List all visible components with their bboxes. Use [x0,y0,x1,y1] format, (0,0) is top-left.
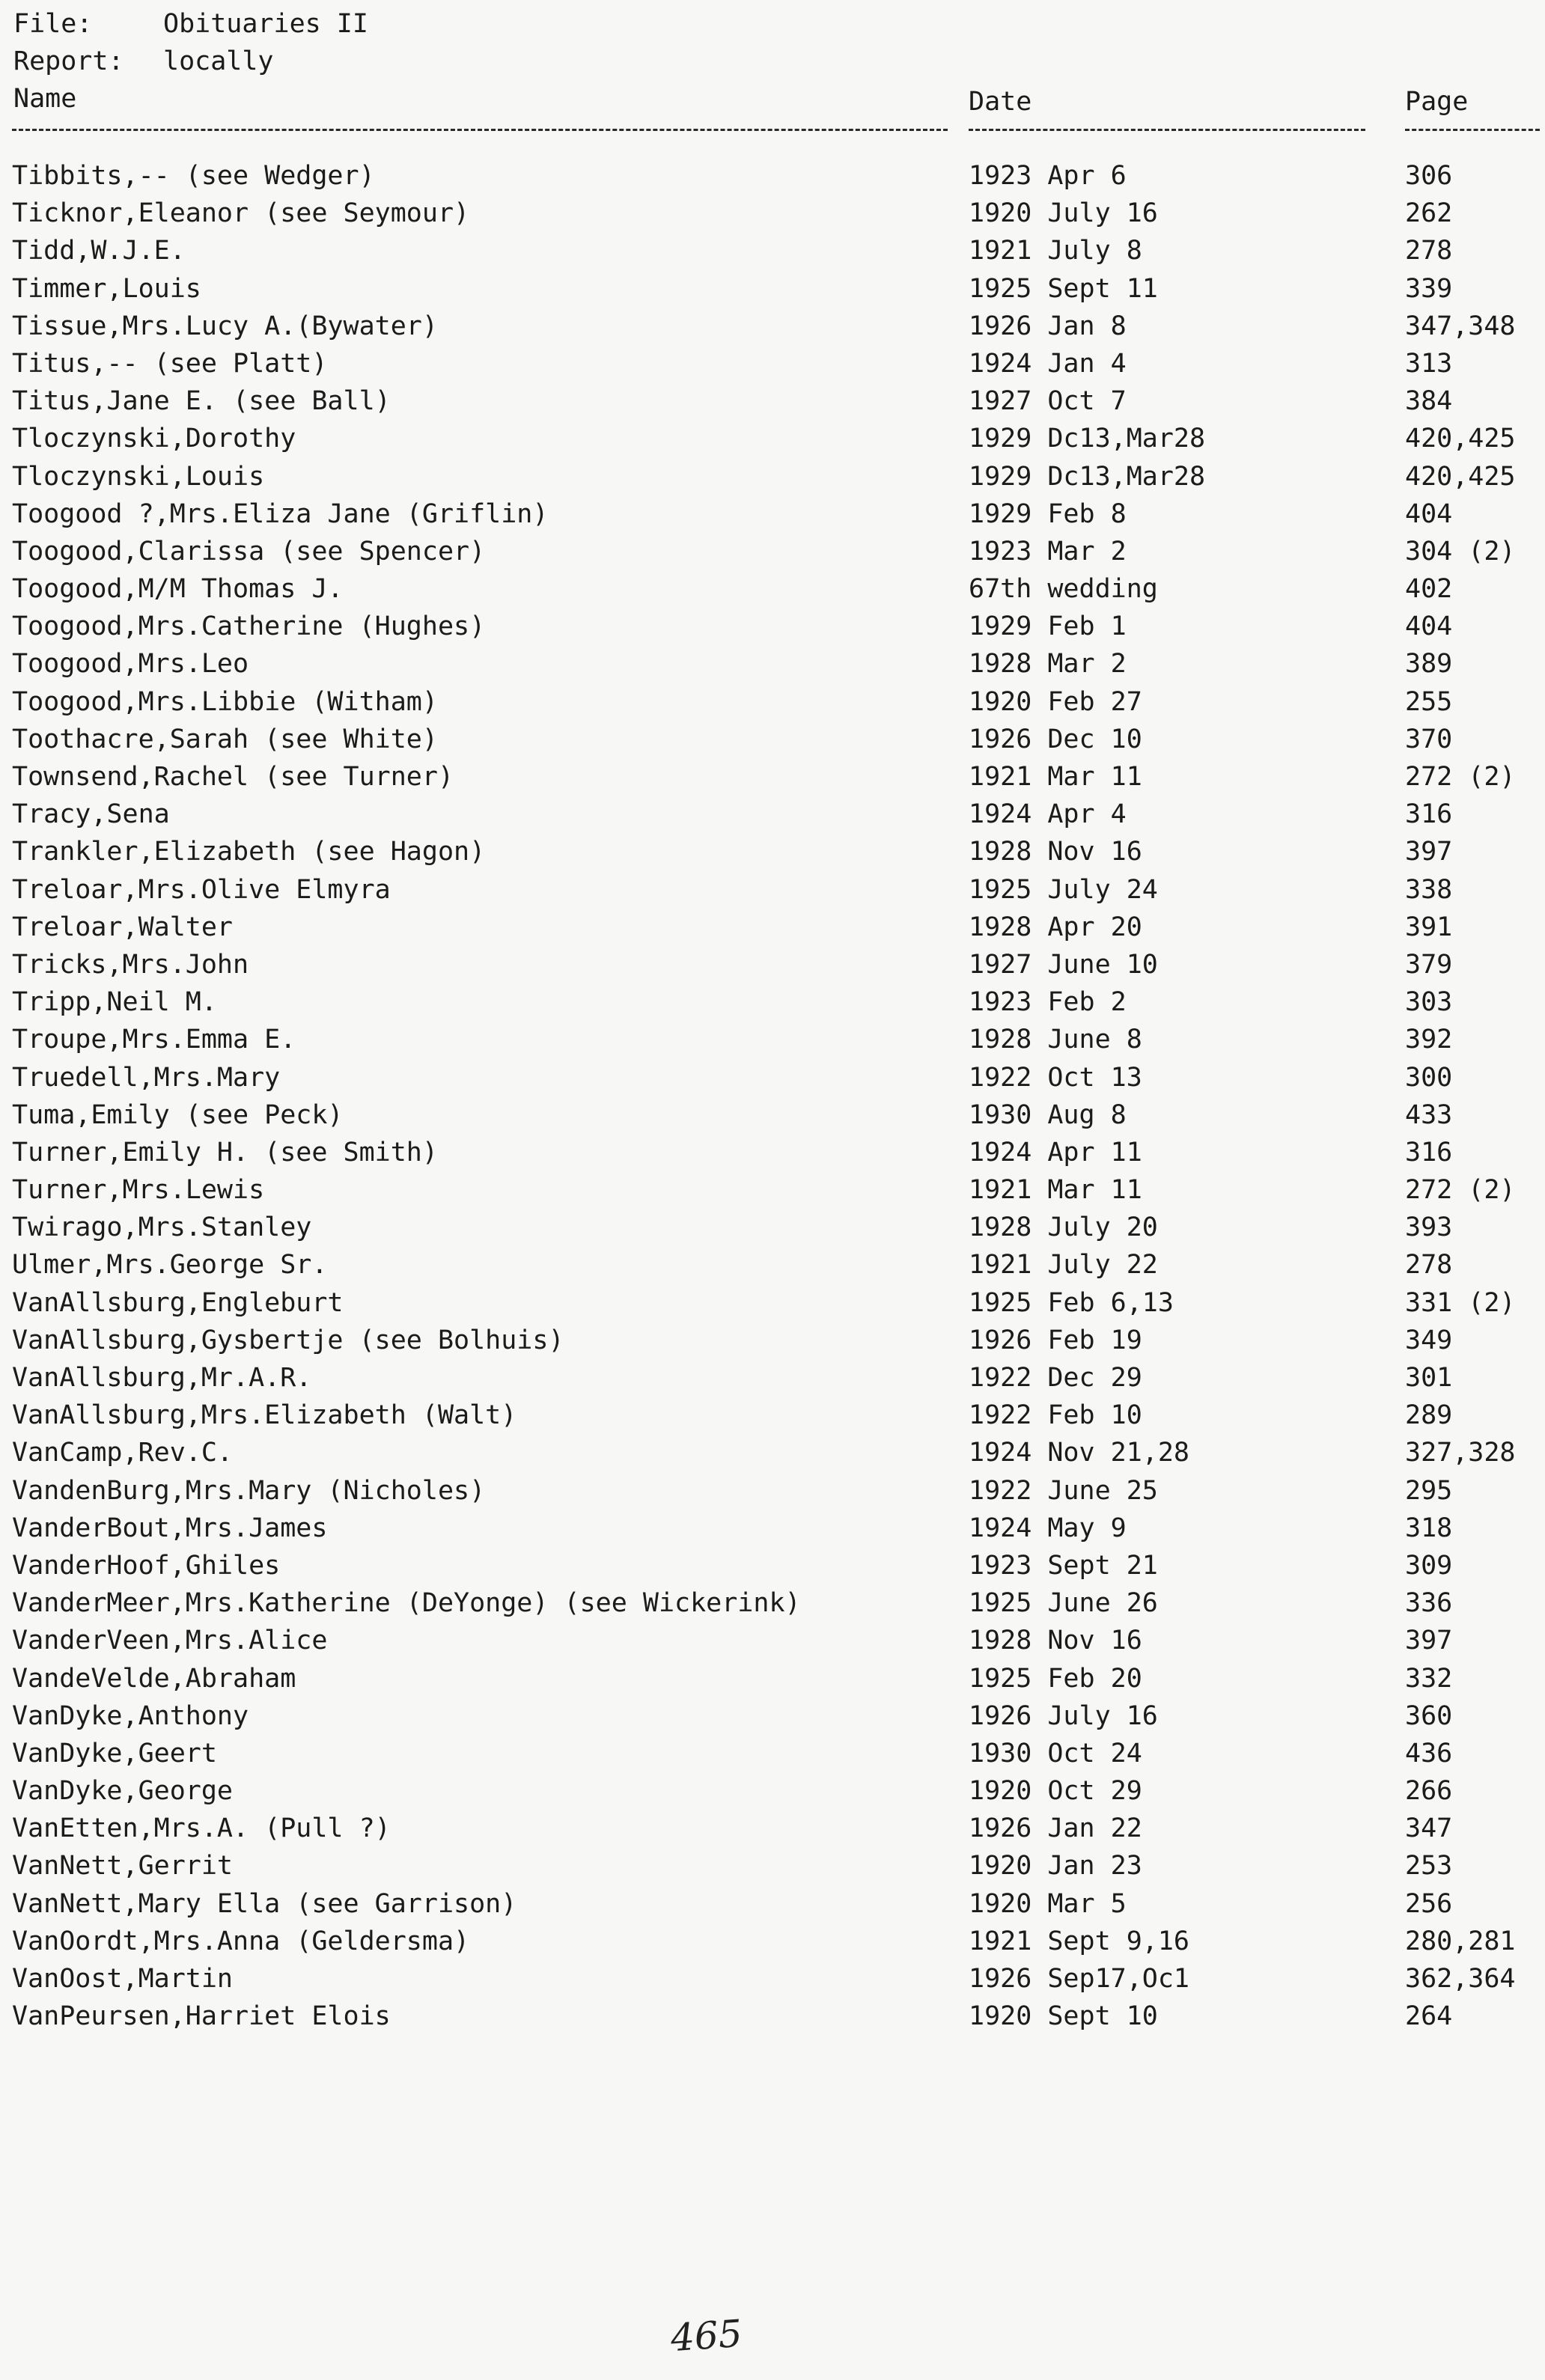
entry-date: 1921 Mar 11 [969,1175,1142,1206]
entry-page: 318 [1405,1513,1453,1543]
entry-date: 1930 Oct 24 [969,1738,1142,1769]
entry-name: VanAllsburg,Gysbertje (see Bolhuis) [12,1325,564,1355]
entry-page: 264 [1405,2001,1453,2032]
entry-name: VanOordt,Mrs.Anna (Geldersma) [12,1926,470,1956]
entry-name: Timmer,Louis [12,273,201,304]
entry-date: 1921 Sept 9,16 [969,1926,1190,1956]
entry-date: 1922 Dec 29 [969,1363,1142,1393]
list-item [0,1359,1545,1397]
list-item [0,608,1545,645]
entry-date: 1920 Oct 29 [969,1776,1142,1807]
entry-date: 1924 Apr 4 [969,799,1127,830]
list-item [0,796,1545,833]
list-item [0,1397,1545,1434]
entry-name: VanderBout,Mrs.James [12,1513,328,1543]
entry-date: 1921 July 22 [969,1250,1158,1281]
entry-page: 339 [1405,273,1453,304]
list-item [0,157,1545,195]
entry-date: 1925 Feb 6,13 [969,1287,1174,1318]
entry-name: VanPeursen,Harriet Elois [12,2001,391,2032]
entry-date: 1925 June 26 [969,1588,1158,1619]
entry-date: 1920 Sept 10 [969,2001,1158,2032]
entry-page: 393 [1405,1212,1453,1243]
entry-name: Tidd,W.J.E. [12,236,186,266]
entry-page: 391 [1405,912,1453,942]
entry-date: 1929 Feb 8 [969,498,1127,529]
entry-date: 1923 Sept 21 [969,1550,1158,1581]
entry-page: 300 [1405,1062,1453,1093]
entry-name: Toothacre,Sarah (see White) [12,724,438,754]
entry-page: 304 (2) [1405,536,1516,567]
entry-date: 1929 Dc13,Mar28 [969,424,1206,454]
entry-page: 301 [1405,1363,1453,1393]
rule-under-date [969,129,1365,131]
entry-date: 1926 Jan 22 [969,1813,1142,1844]
rule-under-name [12,129,948,131]
list-item [0,1434,1545,1471]
list-item [0,270,1545,308]
list-item [0,645,1545,683]
entry-name: Tissue,Mrs.Lucy A.(Bywater) [12,311,438,341]
list-item [0,1998,1545,2035]
list-item [0,1547,1545,1584]
list-item [0,458,1545,495]
column-header-name: Name [13,84,77,114]
entry-name: VanAllsburg,Engleburt [12,1287,344,1318]
list-item [0,1059,1545,1096]
list-item [0,1134,1545,1171]
entry-page: 272 (2) [1405,1175,1516,1206]
entry-name: Townsend,Rachel (see Turner) [12,762,454,792]
entry-date: 1926 Jan 8 [969,311,1127,341]
entry-name: Toogood ?,Mrs.Eliza Jane (Griflin) [12,498,549,529]
list-item [0,1096,1545,1134]
entry-date: 1925 Feb 20 [969,1663,1142,1694]
entry-date: 1924 Apr 11 [969,1137,1142,1168]
report-line [13,43,274,79]
entry-page: 397 [1405,1626,1453,1656]
list-item [0,232,1545,269]
list-item [0,1246,1545,1284]
list-item [0,721,1545,758]
entry-date: 1928 Mar 2 [969,649,1127,680]
entry-name: VanAllsburg,Mrs.Elizabeth (Walt) [12,1400,517,1431]
entry-date: 1928 Nov 16 [969,837,1142,867]
entry-page: 262 [1405,198,1453,229]
entry-page: 370 [1405,724,1453,754]
entry-date: 1928 June 8 [969,1025,1142,1055]
list-item [0,1021,1545,1058]
entry-page: 303 [1405,987,1453,1018]
handwritten-page-number: 465 [669,2311,744,2361]
list-item [0,345,1545,382]
entry-page: 433 [1405,1099,1453,1130]
entry-date: 1927 June 10 [969,949,1158,980]
entry-page: 306 [1405,161,1453,191]
list-item [0,1923,1545,1960]
entry-page: 295 [1405,1475,1453,1506]
entry-page: 347,348 [1405,311,1516,341]
entry-page: 349 [1405,1325,1453,1355]
entry-name: Tibbits,-- (see Wedger) [12,161,375,191]
entry-page: 278 [1405,236,1453,266]
entry-name: VanderVeen,Mrs.Alice [12,1626,328,1656]
entry-name: Tripp,Neil M. [12,987,217,1018]
column-header-date: Date [969,87,1032,117]
list-item [0,1584,1545,1622]
entry-name: Treloar,Walter [12,912,234,942]
list-item [0,420,1545,457]
entry-date: 1928 July 20 [969,1212,1158,1243]
list-item [0,683,1545,721]
report-label: Report: [13,46,124,76]
list-item [0,1810,1545,1847]
entry-date: 1920 Mar 5 [969,1888,1127,1919]
entry-name: Ulmer,Mrs.George Sr. [12,1250,328,1281]
entry-name: Tloczynski,Louis [12,461,265,492]
file-line [13,6,368,42]
entry-date: 1922 Oct 13 [969,1062,1142,1093]
list-item [0,1171,1545,1209]
entry-name: Twirago,Mrs.Stanley [12,1212,312,1243]
entry-page: 266 [1405,1776,1453,1807]
entry-name: VandenBurg,Mrs.Mary (Nicholes) [12,1475,486,1506]
list-item [0,946,1545,983]
list-item [0,533,1545,570]
column-header-page: Page [1405,87,1469,117]
entry-page: 255 [1405,686,1453,717]
obituary-list [0,157,1545,2035]
entry-date: 1923 Apr 6 [969,161,1127,191]
entry-name: Tricks,Mrs.John [12,949,249,980]
entry-name: VanNett,Mary Ella (see Garrison) [12,1888,517,1919]
entry-date: 1921 Mar 11 [969,762,1142,792]
entry-name: Titus,Jane E. (see Ball) [12,386,391,417]
entry-date: 1926 Feb 19 [969,1325,1142,1355]
entry-page: 289 [1405,1400,1453,1431]
entry-name: Treloar,Mrs.Olive Elmyra [12,874,391,905]
entry-page: 272 (2) [1405,762,1516,792]
entry-date: 1922 June 25 [969,1475,1158,1506]
entry-page: 331 (2) [1405,1287,1516,1318]
entry-date: 1929 Feb 1 [969,611,1127,642]
entry-page: 392 [1405,1025,1453,1055]
list-item [0,1209,1545,1246]
list-item [0,1660,1545,1697]
list-item [0,1510,1545,1547]
list-item [0,1472,1545,1510]
entry-page: 362,364 [1405,1964,1516,1994]
entry-page: 336 [1405,1588,1453,1619]
entry-name: Tracy,Sena [12,799,170,830]
entry-name: VanderMeer,Mrs.Katherine (DeYonge) (see Wickerink) [12,1588,801,1619]
list-item [0,195,1545,232]
entry-date: 1923 Feb 2 [969,987,1127,1018]
entry-date: 1926 July 16 [969,1700,1158,1731]
entry-name: Toogood,M/M Thomas J. [12,574,344,605]
entry-date: 1927 Oct 7 [969,386,1127,417]
entry-date: 1925 July 24 [969,874,1158,905]
entry-page: 420,425 [1405,461,1516,492]
entry-date: 1928 Apr 20 [969,912,1142,942]
entry-page: 327,328 [1405,1438,1516,1468]
list-item [0,382,1545,420]
entry-page: 309 [1405,1550,1453,1581]
list-item [0,1322,1545,1359]
entry-page: 384 [1405,386,1453,417]
entry-page: 360 [1405,1700,1453,1731]
entry-name: Tloczynski,Dorothy [12,424,296,454]
entry-page: 332 [1405,1663,1453,1694]
entry-date: 1921 July 8 [969,236,1142,266]
entry-date: 67th wedding [969,574,1158,605]
list-item [0,909,1545,946]
entry-date: 1923 Mar 2 [969,536,1127,567]
list-item [0,871,1545,909]
entry-name: Trankler,Elizabeth (see Hagon) [12,837,486,867]
list-item [0,1960,1545,1998]
entry-page: 389 [1405,649,1453,680]
entry-page: 347 [1405,1813,1453,1844]
file-value: Obituaries II [163,9,368,39]
entry-name: Toogood,Mrs.Libbie (Witham) [12,686,438,717]
entry-page: 278 [1405,1250,1453,1281]
entry-page: 280,281 [1405,1926,1516,1956]
entry-name: Toogood,Clarissa (see Spencer) [12,536,486,567]
list-item [0,983,1545,1021]
entry-page: 436 [1405,1738,1453,1769]
entry-page: 402 [1405,574,1453,605]
entry-date: 1926 Dec 10 [969,724,1142,754]
list-item [0,1885,1545,1923]
entry-page: 420,425 [1405,424,1516,454]
entry-name: VandeVelde,Abraham [12,1663,296,1694]
entry-page: 313 [1405,348,1453,379]
entry-name: VanAllsburg,Mr.A.R. [12,1363,312,1393]
entry-date: 1924 Jan 4 [969,348,1127,379]
list-item [0,1735,1545,1772]
entry-name: Titus,-- (see Platt) [12,348,328,379]
entry-name: Toogood,Mrs.Leo [12,649,249,680]
list-item [0,1622,1545,1659]
entry-page: 379 [1405,949,1453,980]
file-label: File: [13,9,93,39]
list-item [0,495,1545,533]
entry-date: 1920 Jan 23 [969,1851,1142,1882]
entry-date: 1922 Feb 10 [969,1400,1142,1431]
entry-name: Ticknor,Eleanor (see Seymour) [12,198,470,229]
entry-date: 1926 Sep17,Oc1 [969,1964,1190,1994]
entry-date: 1925 Sept 11 [969,273,1158,304]
entry-date: 1924 Nov 21,28 [969,1438,1190,1468]
entry-name: Troupe,Mrs.Emma E. [12,1025,296,1055]
entry-page: 404 [1405,611,1453,642]
entry-page: 256 [1405,1888,1453,1919]
entry-page: 316 [1405,1137,1453,1168]
list-item [0,1284,1545,1322]
entry-page: 253 [1405,1851,1453,1882]
entry-date: 1924 May 9 [969,1513,1127,1543]
entry-name: VanDyke,Anthony [12,1700,249,1731]
entry-name: VanderHoof,Ghiles [12,1550,281,1581]
entry-name: Turner,Mrs.Lewis [12,1175,265,1206]
entry-date: 1930 Aug 8 [969,1099,1127,1130]
entry-name: VanDyke,Geert [12,1738,217,1769]
entry-page: 316 [1405,799,1453,830]
entry-date: 1920 July 16 [969,198,1158,229]
entry-name: Turner,Emily H. (see Smith) [12,1137,438,1168]
entry-page: 404 [1405,498,1453,529]
entry-name: VanEtten,Mrs.A. (Pull ?) [12,1813,391,1844]
entry-date: 1928 Nov 16 [969,1626,1142,1656]
entry-name: Toogood,Mrs.Catherine (Hughes) [12,611,486,642]
report-value: locally [163,46,274,76]
entry-name: Truedell,Mrs.Mary [12,1062,281,1093]
list-item [0,833,1545,870]
entry-name: Tuma,Emily (see Peck) [12,1099,344,1130]
list-item [0,758,1545,796]
entry-page: 397 [1405,837,1453,867]
list-item [0,570,1545,608]
list-item [0,1847,1545,1885]
entry-name: VanNett,Gerrit [12,1851,234,1882]
list-item [0,1772,1545,1810]
entry-name: VanCamp,Rev.C. [12,1438,234,1468]
list-item [0,1697,1545,1735]
entry-name: VanDyke,George [12,1776,234,1807]
entry-name: VanOost,Martin [12,1964,234,1994]
rule-under-page [1405,129,1540,131]
list-item [0,308,1545,345]
entry-date: 1920 Feb 27 [969,686,1142,717]
entry-page: 338 [1405,874,1453,905]
entry-date: 1929 Dc13,Mar28 [969,461,1206,492]
